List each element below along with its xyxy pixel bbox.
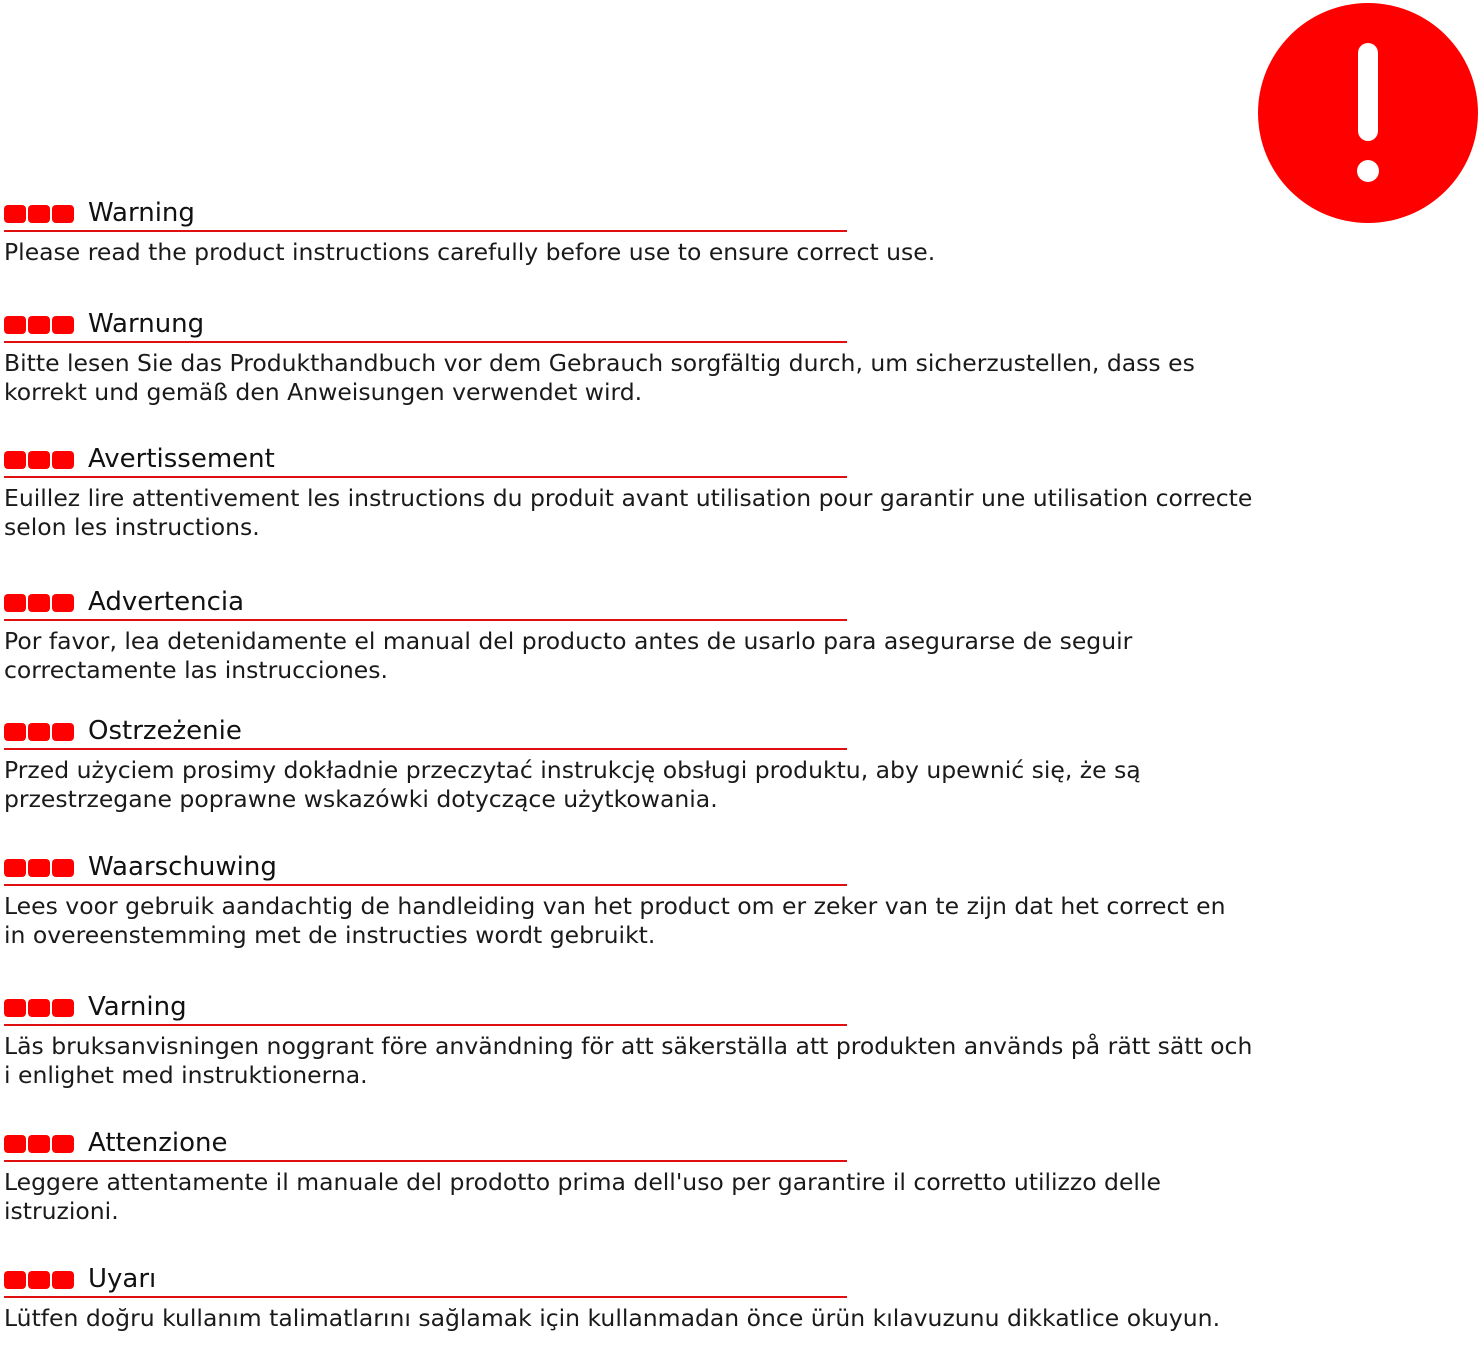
red-squares-icon [4, 999, 74, 1017]
red-squares-icon [4, 723, 74, 741]
warning-section-es [4, 583, 1254, 685]
section-text: Please read the product instructions carefully before use to ensure correct use. [4, 238, 936, 266]
section-heading-row [4, 712, 847, 750]
section-heading-row [4, 988, 847, 1026]
warning-section-tr [4, 1260, 1254, 1333]
red-squares-icon [4, 451, 74, 469]
section-heading-row [4, 305, 847, 343]
warning-section-pl [4, 712, 1254, 814]
section-heading: Attenzione [88, 1128, 228, 1158]
section-heading: Advertencia [88, 587, 245, 617]
section-heading-row [4, 194, 847, 232]
section-heading: Ostrzeżenie [88, 716, 242, 746]
section-text: Lees voor gebruik aandachtig de handleiding van het product om er zeker van te zijn dat het correct en in overeenstemming met de instructies wordt gebruikt. [4, 892, 1226, 949]
section-heading: Waarschuwing [88, 852, 277, 882]
section-text: Por favor, lea detenidamente el manual del producto antes de usarlo para asegurarse de seguir correctamente las instrucciones. [4, 627, 1133, 684]
section-heading-row [4, 583, 847, 621]
section-heading-row [4, 1260, 847, 1298]
section-text: Lütfen doğru kullanım talimatlarını sağlamak için kullanmadan önce ürün kılavuzunu dikkatlice okuyun. [4, 1304, 1221, 1332]
section-text: Przed użyciem prosimy dokładnie przeczytać instrukcję obsługi produktu, aby upewnić się, że są przestrzegane poprawne wskazówki dotyczące użytkowania. [4, 756, 1141, 813]
warning-section-de [4, 305, 1254, 407]
red-squares-icon [4, 1271, 74, 1289]
section-text: Leggere attentamente il manuale del prodotto prima dell'uso per garantire il corretto utilizzo delle istruzioni. [4, 1168, 1161, 1225]
red-squares-icon [4, 859, 74, 877]
section-heading: Avertissement [88, 444, 275, 474]
section-heading: Uyarı [88, 1264, 157, 1294]
red-squares-icon [4, 205, 74, 223]
section-heading-row [4, 440, 847, 478]
section-heading-row [4, 848, 847, 886]
section-text: Bitte lesen Sie das Produkthandbuch vor dem Gebrauch sorgfältig durch, um sicherzustellen, dass es korrekt und gemäß den Anweisungen verwendet wird. [4, 349, 1195, 406]
red-squares-icon [4, 316, 74, 334]
section-heading-row [4, 1124, 847, 1162]
red-squares-icon [4, 594, 74, 612]
exclamation-circle-icon [1258, 3, 1478, 223]
section-heading: Warnung [88, 309, 205, 339]
warning-section-it [4, 1124, 1254, 1226]
warning-section-nl [4, 848, 1254, 950]
red-squares-icon [4, 1135, 74, 1153]
warning-section-en [4, 194, 1254, 267]
section-text: Euillez lire attentivement les instructions du produit avant utilisation pour garantir une utilisation correcte selon les instructions. [4, 484, 1253, 541]
section-heading: Varning [88, 992, 187, 1022]
warning-section-sv [4, 988, 1254, 1090]
section-heading: Warning [88, 198, 195, 228]
warning-section-fr [4, 440, 1254, 542]
section-text: Läs bruksanvisningen noggrant före användning för att säkerställa att produkten används på rätt sätt och i enlighet med instruktionerna. [4, 1032, 1253, 1089]
